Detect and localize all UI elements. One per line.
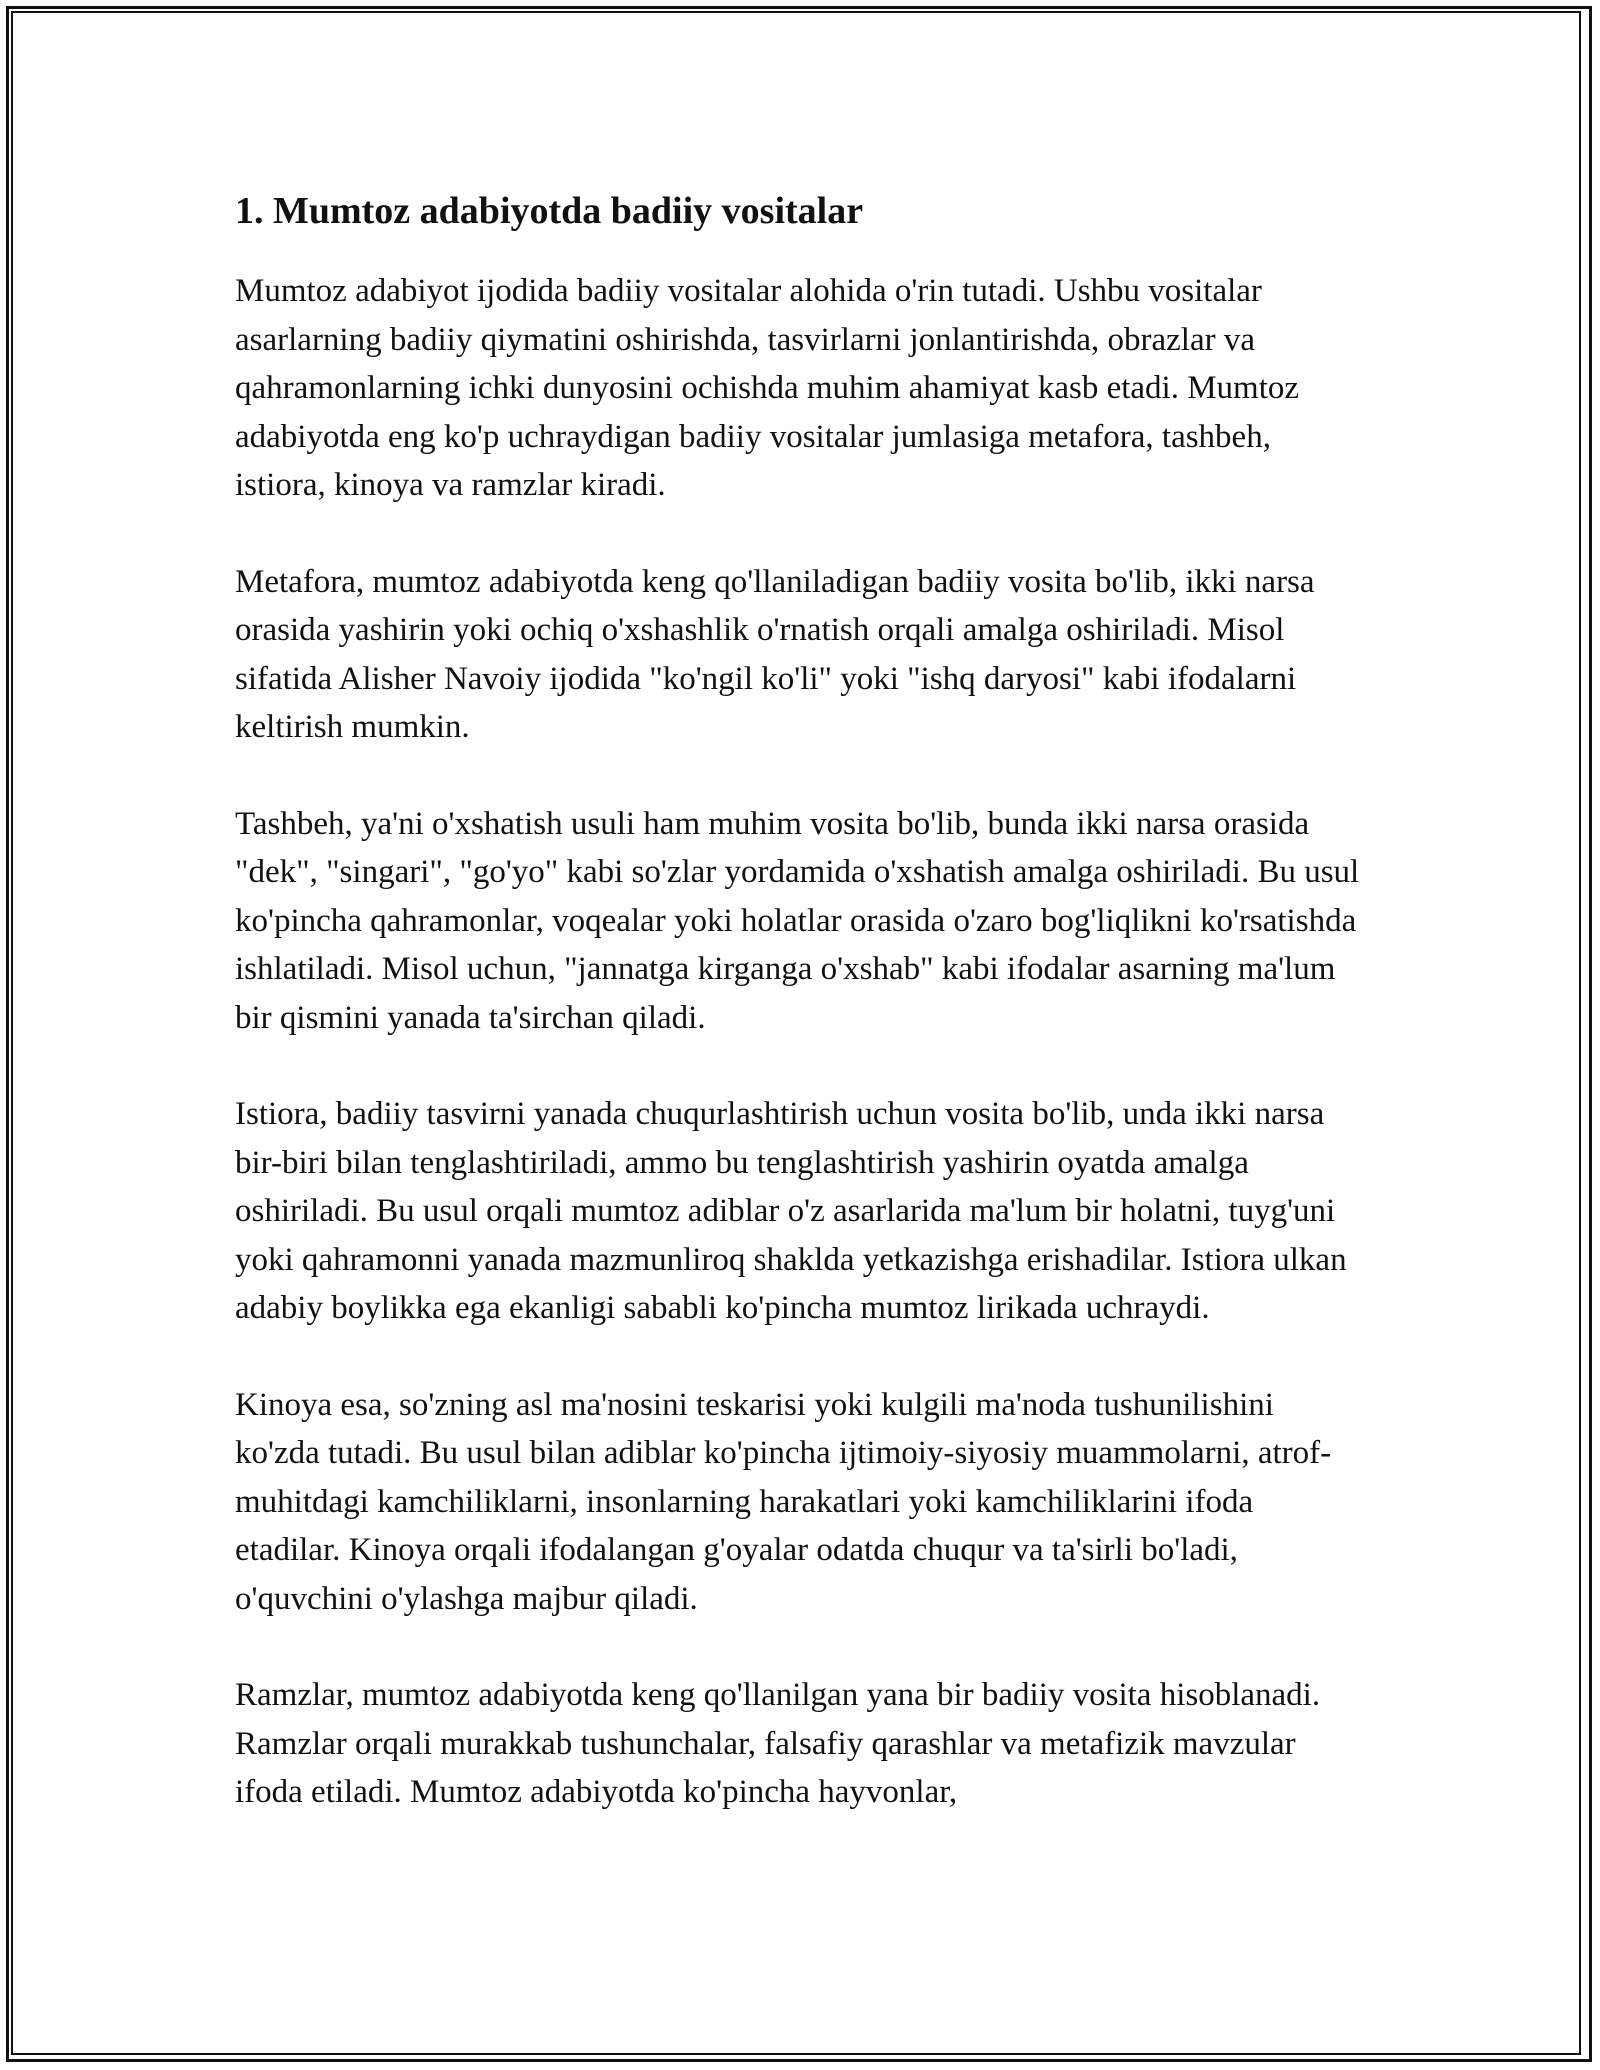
paragraph-tashbeh: Tashbeh, ya'ni o'xshatish usuli ham muhim vosita bo'lib, bunda ikki narsa orasida "dek", "singari", "go'yo" kabi so'zlar yordamida o'xshatish amalga oshiriladi. Bu usul ko'pincha qahramonlar, voqealar yoki holatlar orasida o'zaro bog'liqlikni ko'rsatishda ishlatiladi. Misol uchun, "jannatga kirganga o'xshab" kabi ifodalar asarning ma'lum bir qismini yanada ta'sirchan qiladi. xyxy=(235,805,1360,1036)
section-title: 1. Mumtoz adabiyotda badiiy vositalar xyxy=(235,190,864,232)
paragraph-intro: Mumtoz adabiyot ijodida badiiy vositalar alohida o'rin tutadi. Ushbu vositalar asarlarning badiiy qiymatini oshirishda, tasvirlarni jonlantirishda, obrazlar va qahramonlarning ichki dunyosini ochishda muhim ahamiyat kasb etadi. Mumtoz adabiyotda eng ko'p uchraydigan badiiy vositalar jumlasiga metafora, tashbeh, istiora, kinoya va ramzlar kiradi. xyxy=(235,273,1300,503)
paragraph-kinoya: Kinoya esa, so'zning asl ma'nosini teskarisi yoki kulgili ma'noda tushunilishini ko'zda tutadi. Bu usul bilan adiblar ko'pincha ijtimoiy-siyosiy muammolarni, atrof-muhitdagi kamchiliklarni, insonlarning harakatlari yoki kamchiliklarini ifoda etadilar. Kinoya orqali ifodalangan g'oyalar odatda chuqur va ta'sirli bo'ladi, o'quvchini o'ylashga majbur qiladi. xyxy=(235,1386,1332,1617)
document-body xyxy=(235,185,1365,1865)
paragraph-ramzlar: Ramzlar, mumtoz adabiyotda keng qo'llanilgan yana bir badiiy vosita hisoblanadi. Ramzlar orqali murakkab tushunchalar, falsafiy qarashlar va metafizik mavzular ifoda etiladi. Mumtoz adabiyotda ko'pincha hayvonlar, xyxy=(235,1677,1321,1810)
paragraph-metafora: Metafora, mumtoz adabiyotda keng qo'llaniladigan badiiy vosita bo'lib, ikki narsa orasida yashirin yoki ochiq o'xshashlik o'rnatish orqali amalga oshiriladi. Misol sifatida Alisher Navoiy ijodida "ko'ngil ko'li" yoki "ishq daryosi" kabi ifodalarni keltirish mumkin. xyxy=(235,563,1315,745)
paragraph-istiora: Istiora, badiiy tasvirni yanada chuqurlashtirish uchun vosita bo'lib, unda ikki narsa bir-biri bilan tenglashtiriladi, ammo bu tenglashtirish yashirin oyatda amalga oshiriladi. Bu usul orqali mumtoz adiblar o'z asarlarida ma'lum bir holatni, tuyg'uni yoki qahramonni yanada mazmunliroq shaklda yetkazishga erishadilar. Istiora ulkan adabiy boylikka ega ekanligi sababli ko'pincha mumtoz lirikada uchraydi. xyxy=(235,1096,1347,1326)
